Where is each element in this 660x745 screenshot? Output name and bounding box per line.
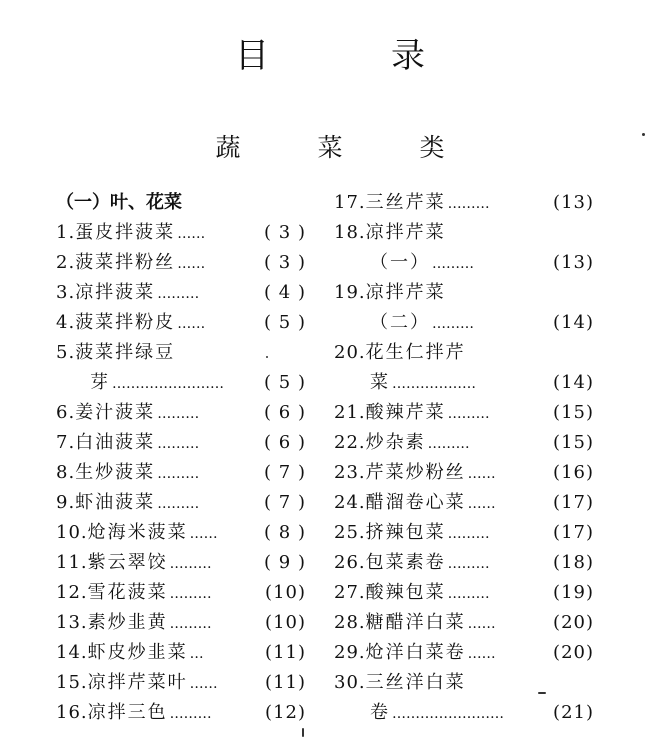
entry-title: 酸辣包菜 [365,582,446,603]
toc-entry [56,698,306,728]
entry-title: 三丝洋白菜 [365,672,466,693]
leader-dots: ……… [169,586,212,602]
entry-number: 27. [334,582,366,603]
page-number: ( 7 ) [264,492,306,513]
toc-left-list [56,218,306,728]
page-number: ( 5 ) [264,372,306,393]
leader-dots: ……… [427,436,470,452]
toc-entry [334,398,594,428]
toc-entry [56,278,306,308]
scan-speck [642,133,645,136]
leader-dots: ……… [447,406,490,422]
page-number: ( 5 ) [264,312,306,333]
scan-speck [302,728,304,737]
page-number: ( 6 ) [264,432,306,453]
entry-title: 菜 [370,372,390,393]
toc-entry [56,518,306,548]
leader-dots: …… [467,616,496,632]
entry-title: 凉拌芹菜 [365,282,446,303]
page-number: (19) [553,582,594,603]
toc-entry [334,248,594,278]
entry-title: 凉拌芹菜 [365,222,446,243]
entry-title: 菠菜拌粉皮 [75,312,176,333]
leader-dots: ……… [169,556,212,572]
subsection-heading: （一）叶、花菜 [56,192,182,213]
toc-entry [334,368,594,398]
entry-title: 白油菠菜 [75,432,156,453]
leader-dots: ……… [157,406,200,422]
entry-number: 16. [56,702,88,723]
entry-title: （一） [370,252,430,273]
page-number: (14) [553,372,594,393]
leader-dots: …… [177,316,206,332]
page-number: ( 8 ) [264,522,306,543]
entry-number: 14. [56,642,88,663]
page-number: (20) [553,612,594,633]
entry-title: 凉拌菠菜 [75,282,156,303]
page-number: ( 3 ) [264,222,306,243]
leader-dots: ……… [157,466,200,482]
toc-entry [334,608,594,638]
entry-number: 17. [334,192,366,213]
toc-entry [56,218,306,248]
toc-entry [334,518,594,548]
entry-title: 蛋皮拌菠菜 [75,222,176,243]
entry-number: 6. [56,402,76,423]
page-number: (11) [265,642,306,663]
leader-dots: … [189,646,204,662]
leader-dots: ……… [157,286,200,302]
toc-entry [56,248,306,278]
toc-entry [56,608,306,638]
entry-number: 26. [334,552,366,573]
entry-title: 雪花菠菜 [87,582,168,603]
entry-title: 芽 [90,372,110,393]
entry-number: 12. [56,582,88,603]
toc-entry [56,368,306,398]
entry-number: 7. [56,432,76,453]
entry-title: 菠菜拌绿豆 [75,342,176,363]
page-number: (14) [553,312,594,333]
entry-number: 29. [334,642,366,663]
entry-title: 生炒菠菜 [75,462,156,483]
toc-left-column [56,188,306,728]
entry-title: （二） [370,312,430,333]
entry-title: 三丝芹菜 [365,192,446,213]
entry-number: 18. [334,222,366,243]
page-number: (13) [553,252,594,273]
page-number: ( 4 ) [264,282,306,303]
leader-dots: …………………… [112,376,224,392]
toc-entry [334,638,594,668]
leader-dots: ……… [157,436,200,452]
page-number: ( 9 ) [264,552,306,573]
entry-title: 挤辣包菜 [365,522,446,543]
leader-dots: …… [467,466,496,482]
entry-title: 素炒韭黄 [87,612,168,633]
page-number: (15) [553,402,594,423]
entry-number: 8. [56,462,76,483]
entry-title: 紫云翠饺 [87,552,168,573]
page-title: 目 录 [235,36,469,76]
entry-number: 5. [56,342,76,363]
page-number: (15) [553,432,594,453]
leader-dots: ……… [447,556,490,572]
entry-title: 芹菜炒粉丝 [365,462,466,483]
entry-title: 卷 [370,702,390,723]
leader-dots: …… [189,526,218,542]
entry-title: 包菜素卷 [365,552,446,573]
page-number: (10) [265,582,306,603]
leader-dots: ……… [432,316,474,332]
entry-title: 虾皮炒韭菜 [87,642,188,663]
toc-entry [334,698,594,728]
toc-entry [334,218,594,248]
leader-dots: ……… [447,526,490,542]
toc-entry [334,338,594,368]
entry-title: 花生仁拌芹 [365,342,466,363]
leader-dots: …… [177,256,206,272]
toc-entry [334,668,594,698]
toc-entry [334,188,594,218]
entry-title: 菠菜拌粉丝 [75,252,176,273]
entry-number: 22. [334,432,366,453]
page-number: (10) [265,612,306,633]
entry-number: 1. [56,222,76,243]
leader-dots: ……… [169,616,212,632]
entry-number: 25. [334,522,366,543]
entry-title: 虾油菠菜 [75,492,156,513]
entry-number: 13. [56,612,88,633]
leader-dots: ……… [447,586,490,602]
entry-number: 30. [334,672,366,693]
entry-number: 15. [56,672,88,693]
leader-dots: ……… [432,256,474,272]
toc-entry [56,428,306,458]
entry-number: 9. [56,492,76,513]
entry-number: 24. [334,492,366,513]
leader-dots: …… [467,646,496,662]
toc-right-column [334,188,594,728]
entry-number: 2. [56,252,76,273]
leader-dots: ……… [447,196,490,212]
toc-entry [334,548,594,578]
page-number: (18) [553,552,594,573]
toc-entry [56,308,306,338]
entry-title: 炒杂素 [365,432,426,453]
scan-speck [538,692,546,694]
page-number: (21) [553,702,594,723]
leader-dots: …………………… [392,706,504,722]
page-number: (16) [553,462,594,483]
toc-entry [334,578,594,608]
toc-entry [56,668,306,698]
entry-number: 11. [56,552,88,573]
page-number: (13) [553,192,594,213]
entry-number: 21. [334,402,366,423]
toc-entry [56,398,306,428]
toc-entry [334,488,594,518]
page-number: (12) [265,702,306,723]
page-number: (17) [553,522,594,543]
page-number: ( 6 ) [264,402,306,423]
toc-entry [334,458,594,488]
page-number: ( 7 ) [264,462,306,483]
leader-dots: …… [177,226,206,242]
toc-entry [56,458,306,488]
entry-number: 3. [56,282,76,303]
entry-number: 23. [334,462,366,483]
toc-right-list [334,188,594,728]
toc-entry [334,428,594,458]
entry-title: 凉拌三色 [87,702,168,723]
entry-title: 酸辣芹菜 [365,402,446,423]
page-number: (20) [553,642,594,663]
toc-entry [56,338,306,368]
entry-number: 19. [334,282,366,303]
page-number: (17) [553,492,594,513]
toc-entry [334,278,594,308]
toc-entry [56,638,306,668]
leader-dots: ……………… [392,376,476,392]
leader-dots: …… [467,496,496,512]
leader-dots: …… [189,676,218,692]
page-number: (11) [265,672,306,693]
entry-number: 4. [56,312,76,333]
toc-entry [334,308,594,338]
entry-number: 20. [334,342,366,363]
entry-title: 糖醋洋白菜 [365,612,466,633]
scan-speck [266,356,268,358]
toc-entry [56,578,306,608]
entry-number: 28. [334,612,366,633]
entry-title: 炝海米菠菜 [87,522,188,543]
leader-dots: ……… [169,706,212,722]
entry-title: 凉拌芹菜叶 [87,672,188,693]
toc-entry [56,548,306,578]
entry-title: 姜汁菠菜 [75,402,156,423]
section-title: 蔬 菜 类 [215,133,471,162]
leader-dots: ……… [157,496,200,512]
toc-entry [56,488,306,518]
page-number: ( 3 ) [264,252,306,273]
entry-title: 炝洋白菜卷 [365,642,466,663]
entry-number: 10. [56,522,88,543]
entry-title: 醋溜卷心菜 [365,492,466,513]
